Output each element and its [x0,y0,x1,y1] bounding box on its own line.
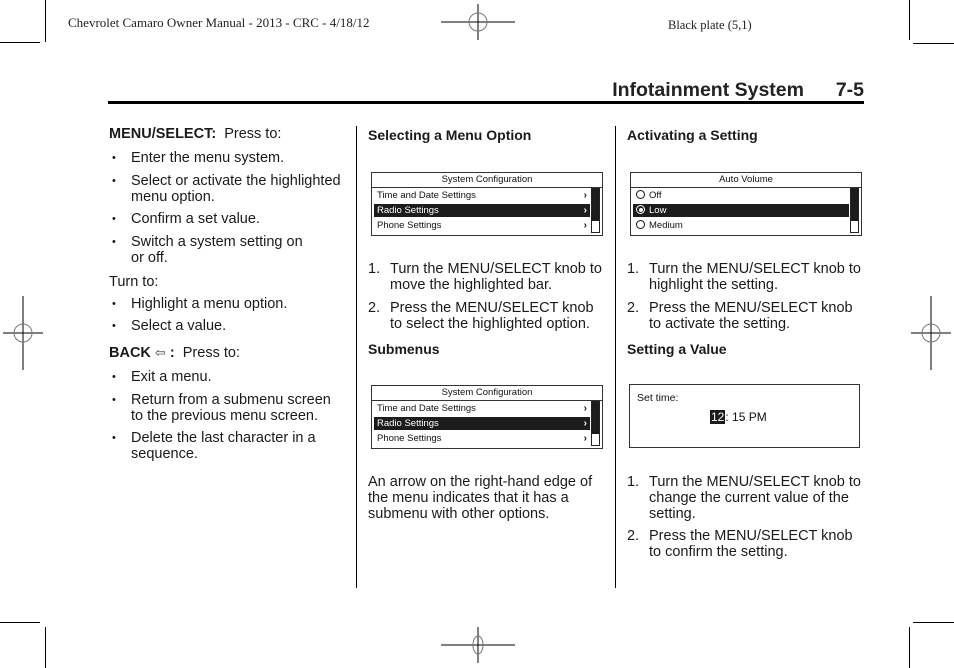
list-item: Switch a system setting on [131,234,303,250]
step-text: Turn the MENU/SELECT knob to [390,261,602,277]
document-info: Chevrolet Camaro Owner Manual - 2013 - CRC - 4/18/12 [68,15,370,30]
section-heading: Activating a Setting [627,127,758,143]
list-item: Enter the menu system. [131,150,285,166]
radio-option-label: Medium [649,220,683,231]
radio-off-icon [636,220,645,229]
registration-mark-icon [911,296,951,370]
chevron-right-icon: › [583,220,587,231]
menu-item-label: Phone Settings [377,220,442,231]
step-text: Turn the MENU/SELECT knob to [649,474,861,490]
menu-item-selected [374,204,590,217]
step-text-cont: to confirm the setting. [649,544,788,560]
registration-mark-icon [3,296,43,370]
menu-item-label: Radio Settings [377,205,439,216]
bullet: • [112,298,116,310]
crop-mark [909,627,910,668]
menu-screen-illustration [371,172,603,236]
crop-mark [45,627,46,668]
menu-item-selected [374,417,590,430]
list-item-cont: sequence. [131,446,198,462]
step-text-cont: to activate the setting. [649,316,791,332]
bullet: • [112,152,116,164]
list-item: Highlight a menu option. [131,296,288,312]
turn-to-label: Turn to: [109,274,159,290]
column-divider [356,126,357,588]
title-rule [108,101,864,104]
radio-option-label: Off [649,190,662,201]
step-text-cont: move the highlighted bar. [390,277,553,293]
bullet: • [112,320,116,332]
list-item-cont: to the previous menu screen. [131,408,318,424]
menu-select-line [109,126,281,142]
screen-title: Auto Volume [631,173,861,188]
step-number: 1. [627,474,640,490]
bullet: • [112,394,116,406]
step-text: Press the MENU/SELECT knob [649,300,853,316]
list-item: Select a value. [131,318,227,334]
chevron-right-icon: › [583,403,587,414]
chevron-right-icon: › [583,418,587,429]
radio-option-label: Low [649,205,667,216]
crop-mark [0,42,40,43]
screen-title: System Configuration [372,173,602,188]
menu-item [374,189,590,202]
screen-title: System Configuration [372,386,602,401]
section-heading: Setting a Value [627,341,727,357]
step-text: Press the MENU/SELECT knob [390,300,594,316]
list-item-cont: menu option. [131,189,215,205]
press-to-text: Press to: [224,126,282,142]
section-title: Infotainment System [612,79,804,101]
scrollbar [591,188,600,233]
radio-option [633,189,849,202]
menu-item-label: Radio Settings [377,418,439,429]
bullet: • [112,236,116,248]
section-heading: Selecting a Menu Option [368,127,532,143]
radio-option-selected [633,204,849,217]
step-number: 2. [627,300,640,316]
back-line [109,345,240,361]
back-colon: : [169,345,175,361]
crop-mark [45,0,46,42]
auto-volume-screen-illustration [630,172,862,236]
back-arrow-icon: ⇦ [154,345,166,360]
bullet: • [112,432,116,444]
page-title [108,79,864,103]
list-item: Exit a menu. [131,369,212,385]
radio-on-icon [636,205,645,214]
time-value [710,409,767,425]
menu-item [374,219,590,232]
crop-mark [913,43,954,44]
step-text-cont: highlight the setting. [649,277,778,293]
time-rest: : 15 PM [725,410,767,424]
step-number: 1. [627,261,640,277]
list-item: Return from a submenu screen [131,392,331,408]
plate-info: Black plate (5,1) [668,18,752,32]
registration-mark-icon [441,627,515,663]
menu-item [374,402,590,415]
step-text: Turn the MENU/SELECT knob to [649,261,861,277]
scrollbar [850,188,859,233]
step-number: 2. [368,300,381,316]
list-item: Delete the last character in a [131,430,316,446]
bullet: • [112,175,116,187]
back-label: BACK [109,345,151,361]
radio-option [633,219,849,232]
set-time-screen-illustration [629,384,860,448]
paragraph-line: submenu with other options. [368,506,550,522]
chevron-right-icon: › [583,190,587,201]
menu-item-label: Time and Date Settings [377,403,476,414]
crop-mark [909,0,910,40]
hour-field-highlighted: 12 [711,410,725,424]
list-item-cont: or off. [131,250,168,266]
step-text-cont: setting. [649,506,696,522]
scrollbar [591,401,600,446]
menu-item-label: Phone Settings [377,433,442,444]
bullet: • [112,213,116,225]
bullet: • [112,371,116,383]
submenu-screen-illustration [371,385,603,449]
list-item: Confirm a set value. [131,211,260,227]
chevron-right-icon: › [583,205,587,216]
chevron-right-icon: › [583,433,587,444]
column-divider [615,126,616,588]
registration-mark-icon [441,4,515,40]
step-text-cont: to select the highlighted option. [390,316,590,332]
menu-item [374,432,590,445]
menu-item-label: Time and Date Settings [377,190,476,201]
step-text-cont: change the current value of the [649,490,849,506]
press-to-text: Press to: [182,345,240,361]
page-number: 7-5 [835,79,864,101]
set-time-label: Set time: [637,392,679,404]
crop-mark [913,622,954,623]
list-item: Select or activate the highlighted [131,173,341,189]
crop-mark [0,622,40,623]
step-number: 2. [627,528,640,544]
paragraph-line: An arrow on the right-hand edge of [368,474,593,490]
step-text: Press the MENU/SELECT knob [649,528,853,544]
radio-off-icon [636,190,645,199]
paragraph-line: the menu indicates that it has a [368,490,569,506]
menu-select-label: MENU/SELECT: [109,126,217,142]
section-heading: Submenus [368,341,440,357]
step-number: 1. [368,261,381,277]
